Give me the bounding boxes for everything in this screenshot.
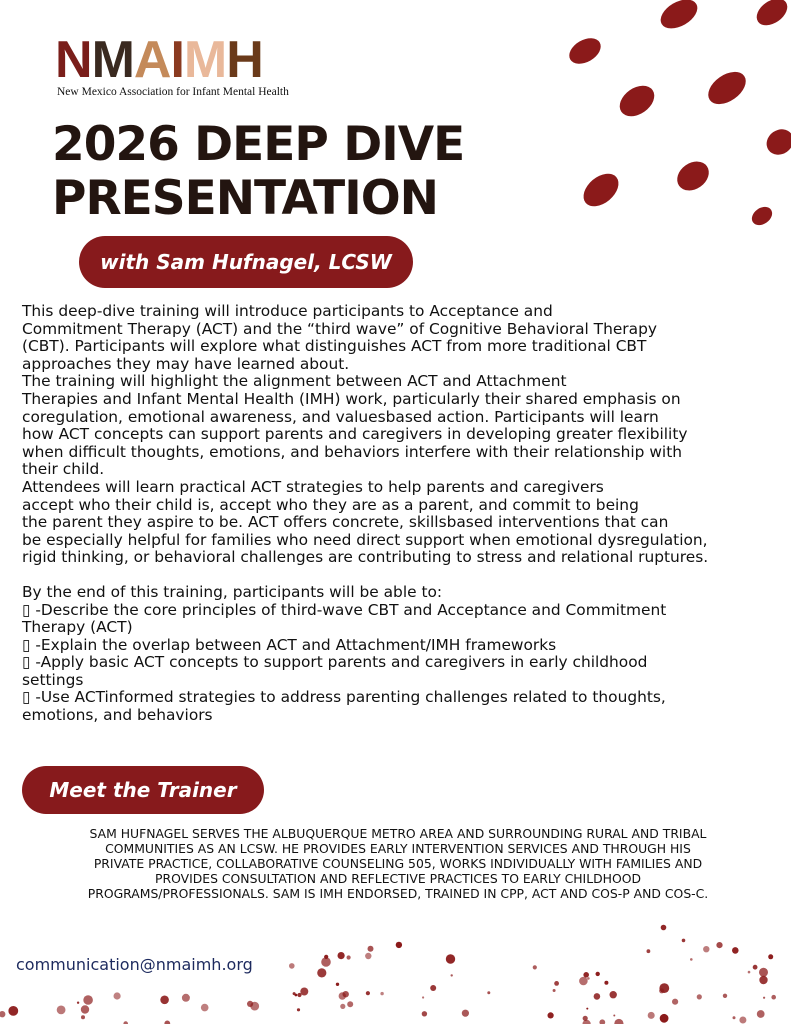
- decorative-dot: [648, 1012, 655, 1019]
- decorative-dot: [579, 977, 588, 986]
- objective-item: ▯ -Apply basic ACT concepts to support parents and caregivers in early childhood: [22, 653, 648, 672]
- body-line: coregulation, emotional awareness, and valuesbased action. Participants will learn: [22, 407, 659, 426]
- objective-item: ▯ -Describe the core principles of third-wave CBT and Acceptance and Commitment: [22, 600, 667, 619]
- logo-letter: M: [183, 31, 227, 89]
- bio-line: COMMUNITIES AS AN LCSW. HE PROVIDES EARLY INTERVENTION SERVICES AND THROUGH HIS: [105, 841, 691, 856]
- objective-item: settings: [22, 670, 84, 689]
- decorative-dot: [610, 991, 617, 998]
- decorative-dot: [8, 1006, 18, 1016]
- decorative-dot: [732, 947, 739, 954]
- body-line: Commitment Therapy (ACT) and the “third wave” of Cognitive Behavioral Therapy: [22, 319, 657, 338]
- decorative-dot: [380, 992, 383, 995]
- decorative-dot: [430, 985, 436, 991]
- decorative-dot: [768, 954, 773, 959]
- body-line: how ACT concepts can support parents and caregivers in developing greater flexibility: [22, 425, 688, 444]
- decorative-dot: [340, 1004, 345, 1009]
- body-line: accept who their child is, accept who they are as a parent, and commit to being: [22, 495, 639, 514]
- decorative-dot: [583, 972, 589, 978]
- body-line: their child.: [22, 460, 105, 479]
- decorative-dot: [586, 1008, 588, 1010]
- decorative-dot: [77, 1002, 79, 1004]
- decorative-dot: [422, 996, 424, 998]
- bio-line: PRIVATE PRACTICE, COLLABORATIVE COUNSELING 505, WORKS INDIVIDUALLY WITH FAMILIES AND: [93, 856, 703, 871]
- decorative-dot: [553, 989, 556, 992]
- decorative-dot: [160, 996, 169, 1005]
- decorative-dot: [753, 965, 758, 970]
- decorative-dot: [347, 1001, 353, 1007]
- decorative-dot: [365, 953, 371, 959]
- decorative-dot: [599, 1019, 605, 1024]
- body-line: Therapies and Infant Mental Health (IMH) work, particularly their shared emphasis on: [22, 389, 681, 408]
- decorative-dot: [300, 988, 308, 996]
- decorative-dot: [548, 1012, 554, 1018]
- decorative-dot: [614, 1019, 623, 1024]
- decorative-dot: [533, 965, 537, 969]
- decorative-dot: [368, 946, 374, 952]
- title-line: 2026 DEEP DIVE: [52, 117, 465, 172]
- decorative-dot: [182, 994, 190, 1002]
- decorative-dot: [661, 925, 667, 931]
- body-line: rigid thinking, or behavioral challenges are contributing to stress and relational ruptures.: [22, 548, 709, 567]
- decorative-dot: [317, 968, 326, 977]
- decorative-dot: [733, 1016, 736, 1019]
- body-line: This deep-dive training will introduce participants to Acceptance and: [22, 302, 553, 320]
- decorative-dot: [690, 958, 693, 961]
- decorative-dot: [757, 1010, 765, 1018]
- body-line: (CBT). Participants will explore what distinguishes ACT from more traditional CBT: [22, 337, 647, 356]
- decorative-dot: [703, 946, 709, 952]
- decorative-dot: [81, 1015, 85, 1019]
- decorative-dot: [594, 993, 601, 1000]
- decorative-dot: [336, 983, 339, 986]
- decorative-dot: [338, 952, 345, 959]
- decorative-dot: [396, 942, 402, 948]
- decorative-dot: [647, 949, 651, 953]
- decorative-dot: [201, 1004, 209, 1012]
- decorative-dot: [366, 991, 370, 995]
- decorative-dot: [451, 974, 453, 976]
- decorative-dot: [324, 955, 328, 959]
- decorative-dot: [57, 1006, 66, 1015]
- bio-line: SAM HUFNAGEL SERVES THE ALBUQUERQUE METRO AREA AND SURROUNDING RURAL AND TRIBAL: [89, 826, 707, 841]
- decorative-dot: [293, 992, 296, 995]
- bio-line: PROVIDES CONSULTATION AND REFLECTIVE PRACTICES TO EARLY CHILDHOOD: [154, 871, 642, 886]
- body-line: when difficult thoughts, emotions, and behaviors interfere with their relationship with: [22, 442, 683, 461]
- logo-letter: N: [55, 31, 92, 89]
- decorative-dot: [596, 972, 600, 976]
- decorative-dot: [422, 1011, 427, 1016]
- body-line: approaches they may have learned about.: [22, 354, 350, 373]
- decorative-dot: [554, 981, 559, 986]
- bio-line: PROGRAMS/PROFESSIONALS. SAM IS IMH ENDORSED, TRAINED IN CPP, ACT AND COS-P AND COS-C.: [87, 886, 709, 901]
- page-title: [52, 118, 522, 226]
- decorative-dot: [164, 1021, 170, 1024]
- decorative-dot: [0, 1011, 5, 1017]
- decorative-dot: [682, 939, 686, 943]
- decorative-dot: [83, 995, 93, 1005]
- body-line: Attendees will learn practical ACT strategies to help parents and caregivers: [22, 477, 604, 496]
- decorative-dot: [759, 976, 767, 984]
- body-line: the parent they aspire to be. ACT offers concrete, skillsbased interventions that can: [22, 513, 669, 532]
- decorative-dot: [347, 955, 351, 959]
- logo-letter: A: [133, 31, 171, 89]
- decorative-dot: [81, 1005, 89, 1013]
- objective-item: emotions, and behaviors: [22, 706, 213, 725]
- logo-letters: [55, 30, 263, 90]
- decorative-dot: [660, 1014, 669, 1023]
- objective-item: Therapy (ACT): [22, 618, 133, 637]
- objective-item: ▯ -Use ACTinformed strategies to address parenting challenges related to thoughts,: [22, 688, 666, 707]
- description-body: [22, 303, 774, 725]
- decorative-dot: [446, 954, 455, 963]
- decorative-dot: [771, 995, 776, 1000]
- decorative-dot: [716, 942, 722, 948]
- decorative-dot: [672, 999, 678, 1005]
- objective-item: ▯ -Explain the overlap between ACT and Attachment/IMH frameworks: [22, 635, 557, 654]
- logo-subtitle: New Mexico Association for Infant Mental Health: [57, 86, 289, 98]
- decorative-dot: [739, 1017, 746, 1024]
- nmaimh-logo: [55, 30, 315, 105]
- decorative-dots: [0, 914, 791, 1024]
- decorative-dot: [723, 994, 727, 998]
- logo-letter: H: [226, 31, 263, 89]
- decorative-dot: [604, 981, 608, 985]
- decorative-dot: [247, 1001, 253, 1007]
- decorative-dot: [114, 992, 121, 999]
- decorative-dot: [697, 994, 702, 999]
- logo-letter: M: [91, 31, 134, 89]
- decorative-dot: [462, 1010, 469, 1017]
- body-line: be especially helpful for families who need direct support when emotional dysregulation,: [22, 530, 708, 549]
- decorative-dot: [613, 1015, 615, 1017]
- meet-trainer-heading: Meet the Trainer: [22, 766, 264, 814]
- decorative-dot: [659, 983, 669, 993]
- decorative-dot: [339, 992, 346, 999]
- decorative-dot: [289, 963, 295, 969]
- contact-email[interactable]: communication@nmaimh.org: [16, 955, 253, 974]
- decorative-dot: [759, 968, 768, 977]
- logo-letter: I: [170, 31, 184, 89]
- trainer-badge: with Sam Hufnagel, LCSW: [79, 236, 413, 288]
- decorative-dot: [487, 991, 490, 994]
- body-line: The training will highlight the alignment between ACT and Attachment: [22, 372, 567, 391]
- decorative-dot: [297, 1008, 300, 1011]
- decorative-dot: [763, 997, 765, 999]
- objectives-intro: By the end of this training, participants will be able to:: [22, 582, 443, 601]
- trainer-bio: [22, 826, 774, 901]
- decorative-dot: [748, 971, 751, 974]
- title-line: PRESENTATION: [52, 171, 439, 226]
- decorative-dot: [587, 977, 590, 980]
